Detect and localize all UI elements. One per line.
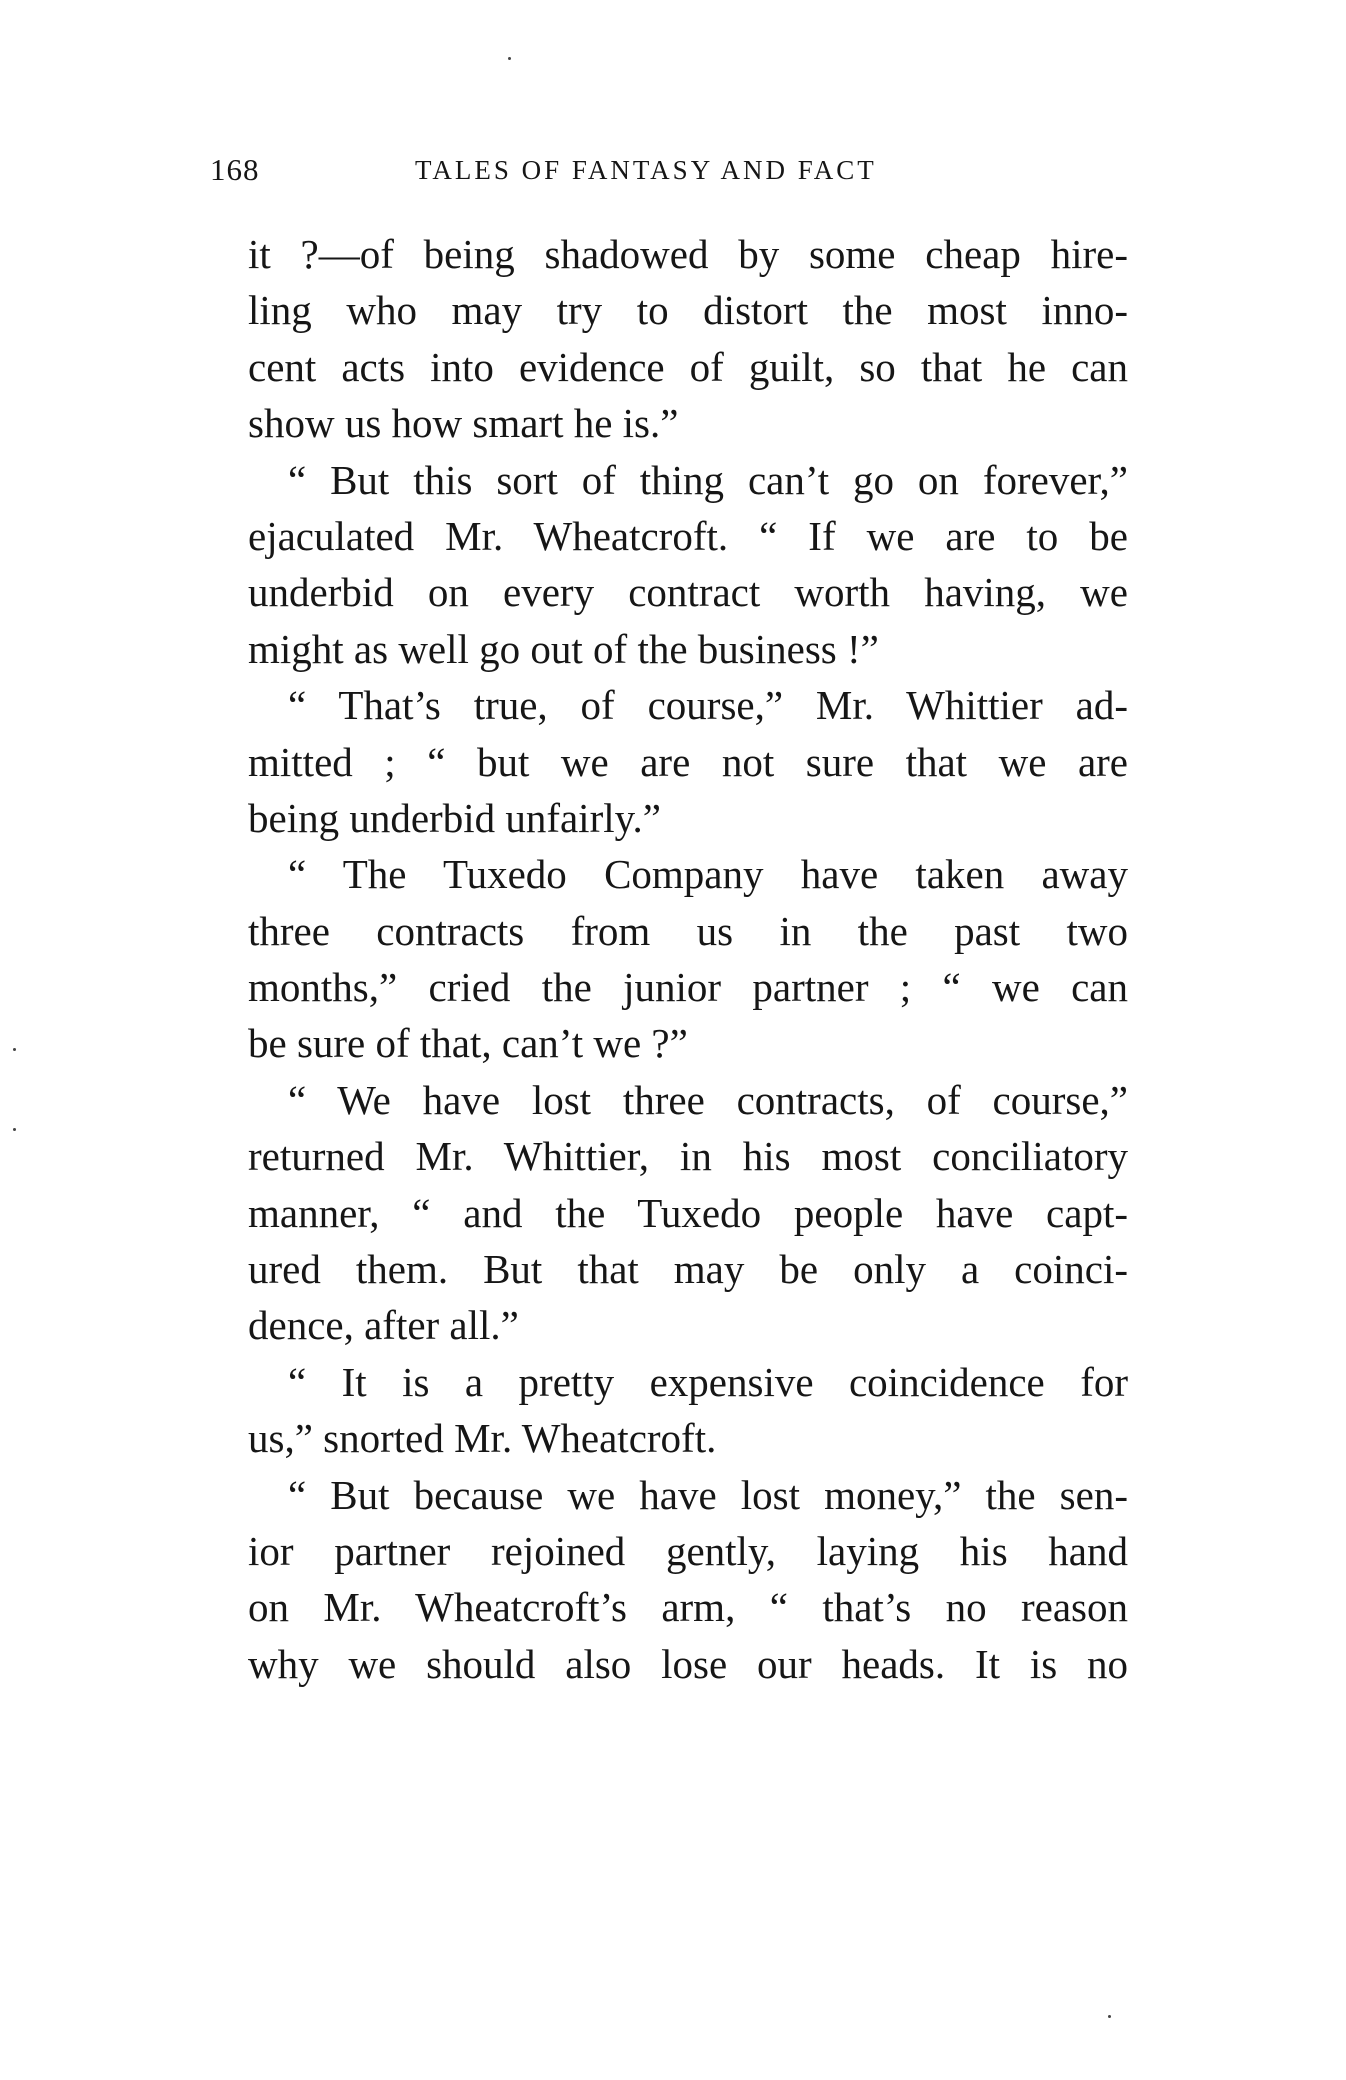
text-line: on Mr. Wheatcroft’s arm, “ that’s no reason (248, 1584, 1128, 1631)
text-line: ured them. But that may be only a coinci- (248, 1246, 1128, 1293)
text-line: months,” cried the junior partner ; “ we can (248, 964, 1128, 1011)
text-line: might as well go out of the business !” (248, 625, 879, 672)
running-title: TALES OF FANTASY AND FACT (415, 155, 877, 185)
page-number: 168 (210, 152, 260, 187)
text-line: ling who may try to distort the most inno- (248, 287, 1128, 334)
text-line: it ?—of being shadowed by some cheap hire- (248, 231, 1128, 277)
print-speck (13, 1048, 16, 1051)
print-speck (1108, 2015, 1111, 2018)
text-line: being underbid unfairly.” (248, 794, 661, 841)
text-line: mitted ; “ but we are not sure that we are (248, 738, 1128, 785)
text-line: underbid on every contract worth having, we (248, 569, 1128, 616)
text-line: dence, after all.” (248, 1302, 519, 1349)
text-line: show us how smart he is.” (248, 400, 679, 447)
text-line: “ It is a pretty expensive coincidence for (288, 1358, 1128, 1405)
text-line: be sure of that, can’t we ?” (248, 1020, 688, 1067)
text-line: cent acts into evidence of guilt, so that he can (248, 343, 1128, 390)
text-line: us,” snorted Mr. Wheatcroft. (248, 1415, 717, 1462)
text-line: ejaculated Mr. Wheatcroft. “ If we are to be (248, 512, 1128, 559)
text-line: “ But this sort of thing can’t go on forever,” (288, 456, 1128, 503)
text-line: “ The Tuxedo Company have taken away (288, 851, 1128, 898)
text-line: ior partner rejoined gently, laying his hand (248, 1527, 1128, 1574)
text-line: three contracts from us in the past two (248, 907, 1128, 954)
running-head (210, 152, 1120, 192)
text-line: “ That’s true, of course,” Mr. Whittier ad- (288, 682, 1128, 729)
text-line: “ But because we have lost money,” the sen- (288, 1471, 1128, 1518)
text-line: “ We have lost three contracts, of course,” (288, 1076, 1128, 1123)
text-line: returned Mr. Whittier, in his most conciliatory (248, 1133, 1128, 1180)
text-line: manner, “ and the Tuxedo people have capt- (248, 1189, 1128, 1236)
print-speck (13, 1128, 16, 1131)
print-speck (508, 57, 511, 60)
body-text (248, 226, 1128, 1692)
text-line: why we should also lose our heads. It is no (248, 1640, 1128, 1687)
